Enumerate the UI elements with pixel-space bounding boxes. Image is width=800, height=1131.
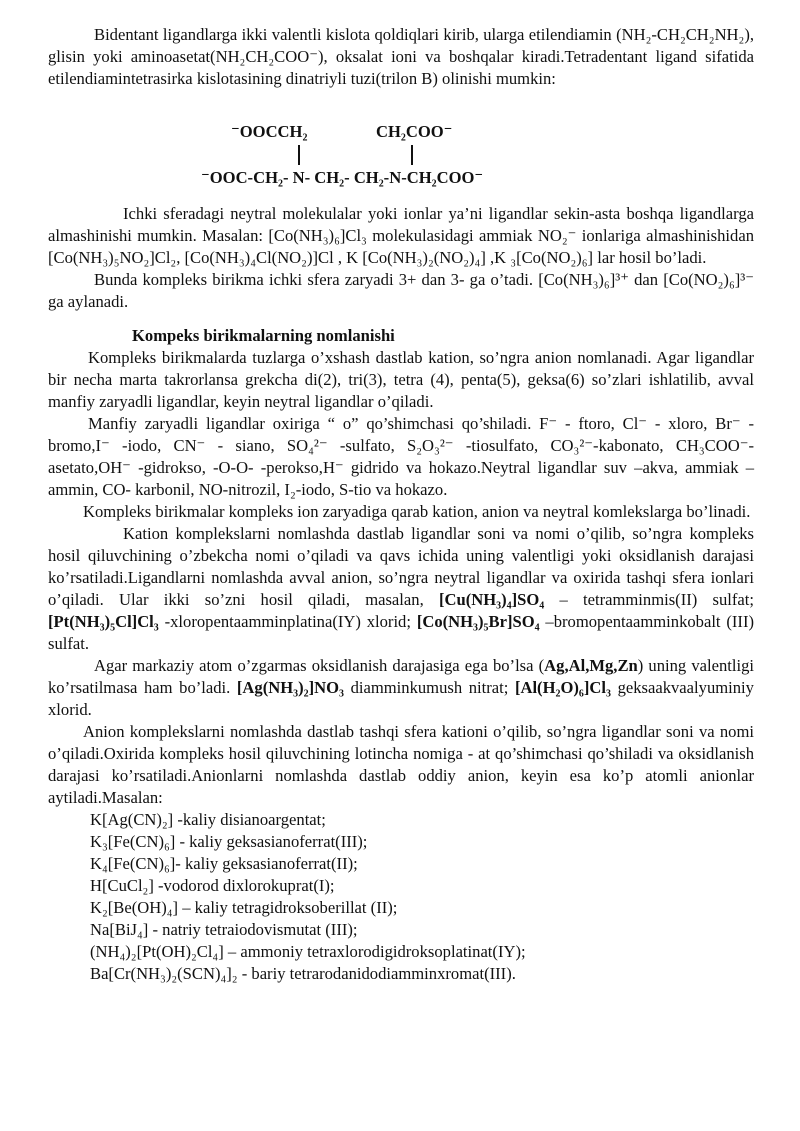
formula-cu-name: – tetramminmis(II) sulfat; bbox=[559, 590, 754, 609]
document-page bbox=[48, 24, 754, 985]
formula-top-left: ⁻OOCCH₂ bbox=[231, 122, 308, 141]
formula-pt-complex: [Pt(NH₃)₅Cl]Cl₃ bbox=[48, 612, 159, 631]
formula-al-complex: [Al(H₂O)₆]Cl₃ bbox=[514, 678, 611, 697]
formula-ag-complex: [Ag(NH₃)₂]NO₃ bbox=[236, 678, 344, 697]
paragraph-kation-komplekslar bbox=[48, 523, 754, 655]
list-item: Ba[Cr(NH₃)₂(SCN)₄]₂ - bariy tetrarodanidodiamminxromat(III). bbox=[90, 964, 516, 983]
list-item: Na[BiJ₄] - natriy tetraiodovismutat (III); bbox=[90, 920, 358, 939]
agar-text-1: Agar markaziy atom o’zgarmas oksidlanish darajasiga ega bo’lsa ( bbox=[94, 656, 545, 675]
examples-list bbox=[48, 809, 754, 985]
kation-text: Kation komplekslarni nomlashda dastlab ligandlar soni va nomi o’qilib, so’ngra kompleks hosil qiluvchining o’zbekcha nomi o’qiladi va qavs ichida uning valentligi yoki oksidlanish darajasi ko’rsatiladi.Ligandlarni nomlashda avval anion, so’ngra neytral ligandlar va oxirida tashqi sfera ionlari o’qiladi. Ular ikki so’zni hosil qiladi, masalan, bbox=[48, 524, 754, 609]
agar-text-4: geksaakvaalyuminiy xlorid. bbox=[48, 678, 754, 719]
section-heading: Kompeks birikmalarning nomlanishi bbox=[132, 326, 395, 345]
trilon-b-structural-formula bbox=[48, 121, 754, 203]
agar-text-3: diamminkumush nitrat; bbox=[350, 678, 509, 697]
paragraph-ichki-sfera: Ichki sferadagi neytral molekulalar yoki ionlar ya’ni ligandlar sekin-asta boshqa ligandlarga almashinishi mumkin. Masalan: [Co(NH₃)₆]Cl₃ molekulasidagi ammiak NO₂⁻ ionlariga almashinishidan [Co(NH₃)₅NO₂]Cl₂, [Co(NH₃)₄Cl(NO₂)]Cl , K [Co(NH₃)₂(NO₂)₄] ,K ₃[Co(NO₂)₆] lar hosil bo’ladi. bbox=[48, 204, 754, 267]
formula-bottom-chain: ⁻OOC-CH₂- N- CH₂- CH₂-N-CH₂COO⁻ bbox=[201, 168, 484, 187]
paragraph-bunda: Bunda kompleks birikma ichki sfera zaryadi 3+ dan 3- ga o’tadi. [Co(NH₃)₆]³⁺ dan [Co(NO₂)₆]³⁻ ga aylanadi. bbox=[48, 270, 754, 311]
list-item: K₄[Fe(CN)₆]- kaliy geksasianoferrat(II); bbox=[90, 854, 358, 873]
list-item: (NH₄)₂[Pt(OH)₂Cl₄] – ammoniy tetraxlorodigidroksoplatinat(IY); bbox=[90, 942, 526, 961]
list-item: K₂[Be(OH)₄] – kaliy tetragidroksoberillat (II); bbox=[90, 898, 398, 917]
formula-co-name: –bromopentaamminkobalt (III) sulfat. bbox=[48, 612, 754, 653]
paragraph-kompleks-ion-zaryadi: Kompleks birikmalar kompleks ion zaryadiga qarab kation, anion va neytral komlekslarga bo’linadi. bbox=[83, 502, 751, 521]
formula-cu-complex: [Cu(NH₃)₄]SO₄ bbox=[438, 590, 545, 609]
formula-bond-line-left bbox=[298, 145, 300, 165]
list-item: K[Ag(CN)₂] -kaliy disianoargentat; bbox=[90, 810, 326, 829]
list-item: H[CuCl₂] -vodorod dixlorokuprat(I); bbox=[90, 876, 335, 895]
paragraph-agar-markaziy-atom bbox=[48, 655, 754, 721]
paragraph-bidentant: Bidentant ligandlarga ikki valentli kislota qoldiqlari kirib, ularga etilendiamin (NH₂-CH₂CH₂NH₂), glisin yoki aminoasetat(NH₂CH₂COO⁻), oksalat ioni va boshqalar kiradi.Tetradentant ligand sifatida etilendiamintetrasirka kislotasining dinatriyli tuzi(trilon B) olinishi mumkin: bbox=[48, 25, 754, 88]
paragraph-manfiy-ligandlar: Manfiy zaryadli ligandlar oxiriga “ o” qo’shimchasi qo’shiladi. F⁻ - ftoro, Cl⁻ - xloro, Br⁻ - bromo,I⁻ -iodo, CN⁻ - siano, SO₄²⁻ -sulfato, S₂O₃²⁻ -tiosulfato, CO₃²⁻-kabonato, CH₃COO⁻-asetato,OH⁻ -gidrokso, -O-O- -perokso,H⁻ gidrido va hokazo.Neytral ligandlar suv –akva, ammiak – ammin, CO- karbonil, NO-nitrozil, I₂-iodo, S-tio va hokazo. bbox=[48, 414, 754, 499]
formula-co-complex: [Co(NH₃)₅Br]SO₄ bbox=[416, 612, 540, 631]
paragraph-kompleks-birikmalarda: Kompleks birikmalarda tuzlarga o’xshash dastlab kation, so’ngra anion nomlanadi. Agar ligandlar bir necha marta takrorlansa grekcha di(2), tri(3), tetra (4), penta(5), geksa(6) so’zlari ishlatilib, avval manfiy zaryadli ligandlar, keyin neytral ligandlar o’qiladi. bbox=[48, 348, 754, 411]
agar-metals: Ag,Al,Mg,Zn bbox=[544, 656, 638, 675]
list-item: K₃[Fe(CN)₆] - kaliy geksasianoferrat(III); bbox=[90, 832, 368, 851]
formula-top-right: CH₂COO⁻ bbox=[376, 122, 453, 141]
formula-pt-name: -xloropentaamminplatina(IY) xlorid; bbox=[164, 612, 411, 631]
paragraph-anion-komplekslar: Anion komplekslarni nomlashda dastlab tashqi sfera kationi o’qilib, so’ngra ligandlar soni va nomi o’qiladi.Oxirida kompleks hosil qiluvchining lotincha nomiga - at qo’shimchasi qo’shiladi va oksidlanish darajasi ko’rsatiladi.Anionlarni nomlashda dastlab oddiy anion, keyin esa ko’p atomli anionlar aytiladi.Masalan: bbox=[48, 722, 754, 807]
agar-text-2: ) uning valentligi ko’rsatilmasa ham bo’ladi. bbox=[48, 656, 754, 697]
formula-bond-line-right bbox=[411, 145, 413, 165]
